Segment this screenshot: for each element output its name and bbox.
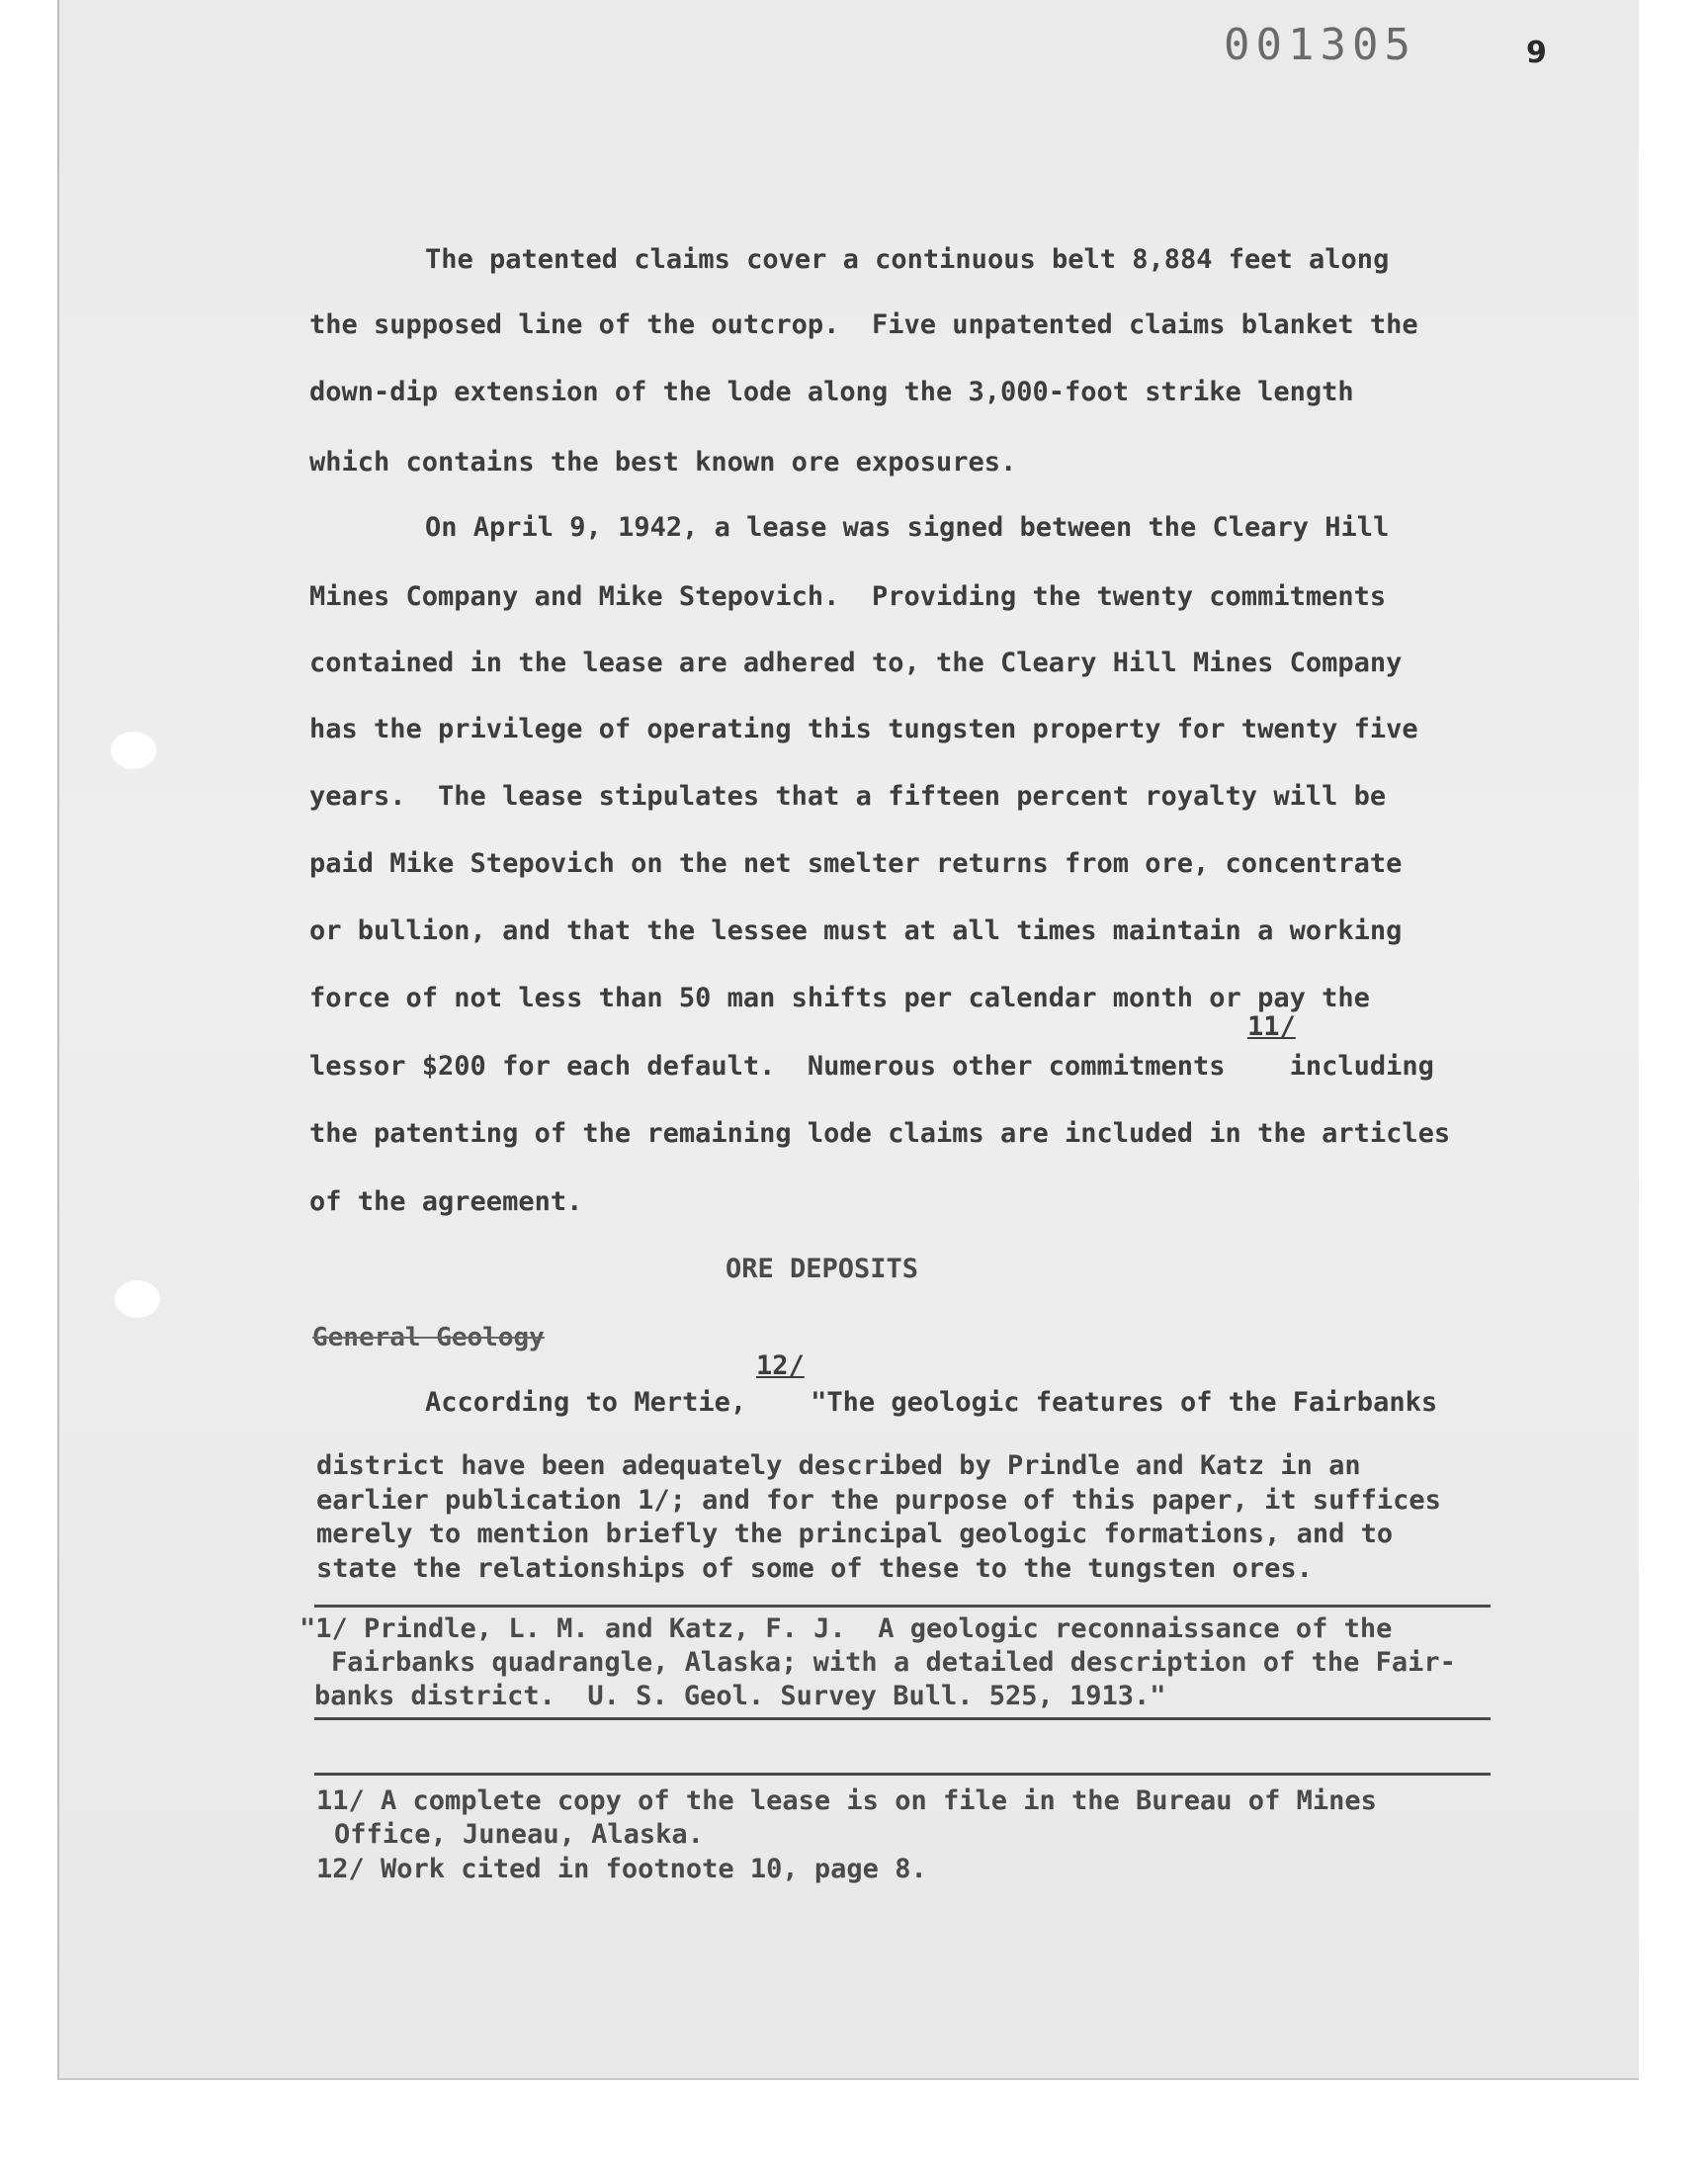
body-line: down-dip extension of the lode along the 3,000-foot strike length [309,377,1354,407]
footnote-divider [314,1605,1491,1608]
section-heading: ORE DEPOSITS [726,1254,919,1284]
quote-line: earlier publication 1/; and for the purpose of this paper, it suffices [316,1485,1441,1516]
punch-hole [115,1280,160,1318]
body-line: the supposed line of the outcrop. Five unpatented claims blanket the [309,309,1418,340]
quote-intro-line: According to Mertie, "The geologic features of the Fairbanks [425,1387,1438,1418]
punch-hole [111,732,156,769]
footnote-reference-11: 11/ [1247,1011,1296,1042]
page-number: 9 [1526,36,1547,70]
quote-line: district have been adequately described by Prindle and Katz in an [316,1450,1361,1481]
body-line: lessor $200 for each default. Numerous other commitments including [309,1051,1434,1082]
body-line: of the agreement. [309,1186,583,1217]
body-line: Mines Company and Mike Stepovich. Providing the twenty commitments [309,581,1387,612]
quoted-footnote-line: banks district. U. S. Geol. Survey Bull. 525, 1913." [314,1681,1166,1711]
quote-line: merely to mention briefly the principal geologic formations, and to [316,1519,1394,1549]
body-line: force of not less than 50 man shifts per calendar month or pay the [309,983,1370,1013]
body-line: which contains the best known ore exposures. [309,447,1017,478]
document-stamp-number: 001305 [1224,20,1416,70]
body-line: paid Mike Stepovich on the net smelter returns from ore, concentrate [309,848,1403,879]
footnote-line: 11/ A complete copy of the lease is on file in the Bureau of Mines [316,1785,1377,1816]
quote-line: state the relationships of some of these to the tungsten ores. [316,1553,1313,1584]
footnote-divider [314,1773,1491,1776]
footnote-line: 12/ Work cited in footnote 10, page 8. [316,1854,927,1884]
footnote-line: Office, Juneau, Alaska. [334,1819,704,1850]
body-line: years. The lease stipulates that a fifteen percent royalty will be [309,781,1387,812]
quoted-footnote-line: "1/ Prindle, L. M. and Katz, F. J. A geologic reconnaissance of the [299,1613,1393,1644]
footnote-reference-12: 12/ [756,1350,805,1381]
body-line: On April 9, 1942, a lease was signed between the Cleary Hill [425,512,1390,543]
subheading: General Geology [312,1323,545,1352]
footnote-divider [314,1717,1491,1720]
body-line: the patenting of the remaining lode claims are included in the articles [309,1118,1451,1149]
body-line: or bullion, and that the lessee must at all times maintain a working [309,915,1403,946]
body-line: contained in the lease are adhered to, the Cleary Hill Mines Company [309,648,1403,678]
body-line: The patented claims cover a continuous belt 8,884 feet along [425,244,1390,275]
body-line: has the privilege of operating this tungsten property for twenty five [309,714,1418,744]
quoted-footnote-line: Fairbanks quadrangle, Alaska; with a detailed description of the Fair- [331,1647,1456,1678]
